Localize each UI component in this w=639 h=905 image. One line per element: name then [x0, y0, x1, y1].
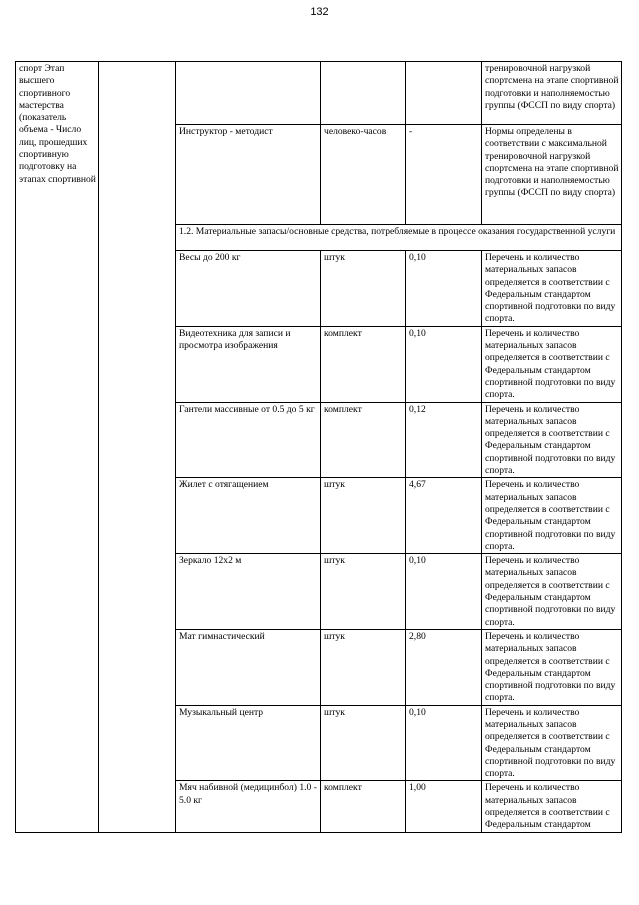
note-cell: тренировочной нагрузкой спортсмена на этапе спортивной подготовки и наполняемостью группы (ФССП по виду спорта) — [482, 62, 622, 125]
value-cell: 0,10 — [406, 554, 482, 630]
item-name-cell: Мяч набивной (медицинбол) 1.0 - 5.0 кг — [176, 781, 321, 832]
value-cell: 0,10 — [406, 251, 482, 327]
note-cell: Перечень и количество материальных запасов определяется в соответствии с Федеральным стандартом спортивной подготовки по виду спорта. — [482, 705, 622, 781]
unit-cell: штук — [321, 629, 406, 705]
unit-cell: комплект — [321, 326, 406, 402]
value-cell: 0,10 — [406, 326, 482, 402]
empty-column-cell — [99, 62, 176, 833]
unit-cell: комплект — [321, 781, 406, 832]
norms-table — [15, 61, 622, 833]
table-row — [16, 62, 622, 125]
note-cell: Перечень и количество материальных запасов определяется в соответствии с Федеральным стандартом спортивной подготовки по виду спорта. — [482, 251, 622, 327]
unit-cell: штук — [321, 478, 406, 554]
note-cell: Перечень и количество материальных запасов определяется в соответствии с Федеральным стандартом спортивной подготовки по виду спорта. — [482, 326, 622, 402]
note-cell: Перечень и количество материальных запасов определяется в соответствии с Федеральным стандартом спортивной подготовки по виду спорта. — [482, 629, 622, 705]
item-name-cell: Зеркало 12x2 м — [176, 554, 321, 630]
item-name-cell: Музыкальный центр — [176, 705, 321, 781]
item-name-cell: Мат гимнастический — [176, 629, 321, 705]
item-name-cell: Видеотехника для записи и просмотра изображения — [176, 326, 321, 402]
value-cell: 0,12 — [406, 402, 482, 478]
value-cell: 1,00 — [406, 781, 482, 832]
note-cell: Перечень и количество материальных запасов определяется в соответствии с Федеральным стандартом спортивной подготовки по виду спорта. — [482, 554, 622, 630]
value-cell: 2,80 — [406, 629, 482, 705]
item-name-cell: Весы до 200 кг — [176, 251, 321, 327]
section-header-cell: 1.2. Материальные запасы/основные средства, потребляемые в процессе оказания государственной услуги — [176, 225, 622, 251]
value-cell: 4,67 — [406, 478, 482, 554]
unit-cell: штук — [321, 705, 406, 781]
item-name-cell: Жилет с отягащением — [176, 478, 321, 554]
unit-cell: комплект — [321, 402, 406, 478]
unit-cell: штук — [321, 251, 406, 327]
unit-cell: человеко-часов — [321, 125, 406, 225]
service-description-text: спорт Этап высшего спортивного мастерства (показатель объема - Число лиц, прошедших спортивную подготовку на этапах спортивной — [19, 63, 96, 185]
value-cell: - — [406, 125, 482, 225]
note-cell: Нормы определены в соответствии с максимальной тренировочной нагрузкой спортсмена на этапе спортивной подготовки и наполняемостью группы (ФССП по виду спорта) — [482, 125, 622, 225]
service-description-cell — [16, 62, 99, 833]
note-cell: Перечень и количество материальных запасов определяется в соответствии с Федеральным стандартом — [482, 781, 622, 832]
page-number: 132 — [310, 6, 329, 18]
note-cell: Перечень и количество материальных запасов определяется в соответствии с Федеральным стандартом спортивной подготовки по виду спорта. — [482, 402, 622, 478]
item-name-cell: Инструктор - методист — [176, 125, 321, 225]
note-cell: Перечень и количество материальных запасов определяется в соответствии с Федеральным стандартом спортивной подготовки по виду спорта. — [482, 478, 622, 554]
value-cell: 0,10 — [406, 705, 482, 781]
unit-cell: штук — [321, 554, 406, 630]
item-name-cell: Гантели массивные от 0.5 до 5 кг — [176, 402, 321, 478]
